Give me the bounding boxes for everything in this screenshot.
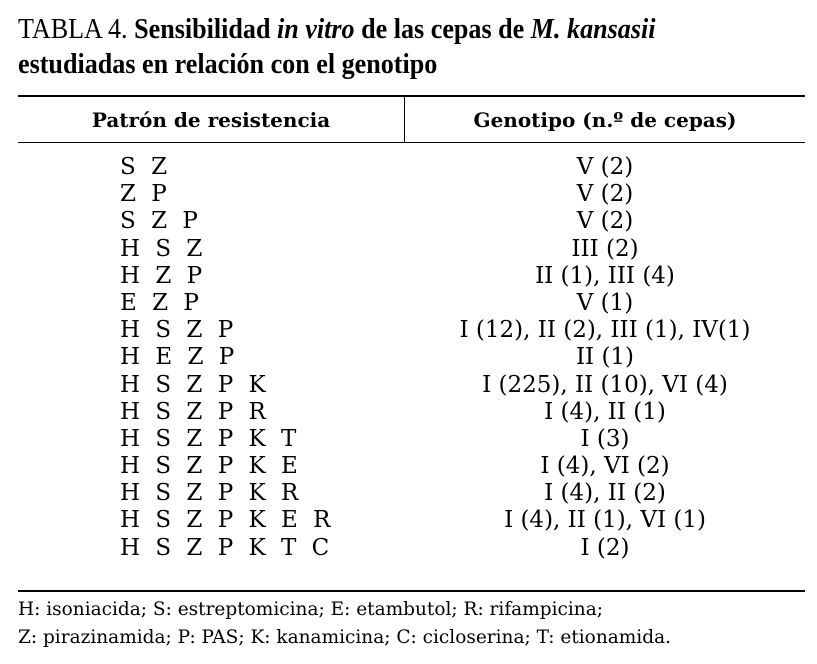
title-text-mid: de las cepas de <box>354 13 531 45</box>
header-bottom-rule <box>18 142 805 143</box>
table-body <box>18 154 805 562</box>
cell-resistance-pattern: H S Z P K T C <box>120 534 334 561</box>
table-row <box>18 263 805 290</box>
table-row <box>18 236 805 263</box>
title-line-1 <box>18 12 729 47</box>
title-line-2: estudiadas en relación con el genotipo <box>18 48 438 80</box>
table-top-rule <box>18 95 805 97</box>
cell-genotype: III (2) <box>571 235 639 262</box>
cell-genotype: I (4), VI (2) <box>540 453 670 480</box>
cell-genotype: I (4), II (2) <box>544 480 666 507</box>
cell-genotype: I (3) <box>580 425 630 452</box>
cell-genotype: V (1) <box>576 289 634 316</box>
table-row <box>18 372 805 399</box>
table-row <box>18 181 805 208</box>
footnote-line-2: Z: pirazinamida; P: PAS; K: kanamicina; C: cicloserina; T: etionamida. <box>18 627 671 648</box>
cell-resistance-pattern: S Z P <box>120 208 202 235</box>
cell-genotype: II (1) <box>575 344 635 371</box>
table-title <box>18 12 729 82</box>
title-emphasis-species: M. kansasii <box>530 13 656 45</box>
cell-genotype: I (225), II (10), VI (4) <box>482 371 728 398</box>
cell-resistance-pattern: H Z P <box>120 262 207 289</box>
cell-genotype: I (4), II (1) <box>544 398 666 425</box>
cell-genotype: I (2) <box>580 534 630 561</box>
cell-resistance-pattern: S Z <box>120 154 172 180</box>
title-emphasis-in-vitro: in vitro <box>277 13 355 45</box>
header-genotype: Genotipo (n.º de cepas) <box>473 108 737 132</box>
cell-resistance-pattern: H S Z P K R <box>120 480 303 507</box>
table-row <box>18 317 805 344</box>
cell-genotype: V (2) <box>576 181 634 208</box>
table-bottom-rule <box>18 590 805 592</box>
footnote-line-1: H: isoniacida; S: estreptomicina; E: etambutol; R: rifampicina; <box>18 599 603 620</box>
table-row <box>18 480 805 507</box>
table-row <box>18 399 805 426</box>
table-row <box>18 535 805 562</box>
table-row <box>18 344 805 371</box>
table-row <box>18 507 805 534</box>
cell-resistance-pattern: H S Z <box>120 235 207 262</box>
cell-resistance-pattern: H S Z P R <box>120 398 270 425</box>
cell-resistance-pattern: H S Z P K <box>120 371 270 398</box>
header-pattern: Patrón de resistencia <box>91 108 331 132</box>
cell-genotype: I (4), II (1), VI (1) <box>504 507 706 534</box>
table-row <box>18 154 805 181</box>
table-row <box>18 208 805 235</box>
cell-resistance-pattern: H S Z P K E <box>120 453 302 480</box>
cell-resistance-pattern: H S Z P K T <box>120 425 301 452</box>
cell-resistance-pattern: H E Z P <box>120 344 239 371</box>
cell-genotype: V (2) <box>576 154 634 180</box>
cell-resistance-pattern: Z P <box>120 181 171 208</box>
table-row <box>18 453 805 480</box>
cell-resistance-pattern: H S Z P K E R <box>120 507 335 534</box>
cell-resistance-pattern: H S Z P <box>120 317 238 344</box>
table-row <box>18 426 805 453</box>
footnote <box>18 596 808 652</box>
cell-resistance-pattern: E Z P <box>120 289 203 316</box>
table-row <box>18 290 805 317</box>
table-number: TABLA 4. <box>18 13 128 45</box>
cell-genotype: I (12), II (2), III (1), IV(1) <box>459 317 751 344</box>
cell-genotype: II (1), III (4) <box>535 262 675 289</box>
title-text: Sensibilidad <box>134 13 278 45</box>
cell-genotype: V (2) <box>576 208 634 235</box>
